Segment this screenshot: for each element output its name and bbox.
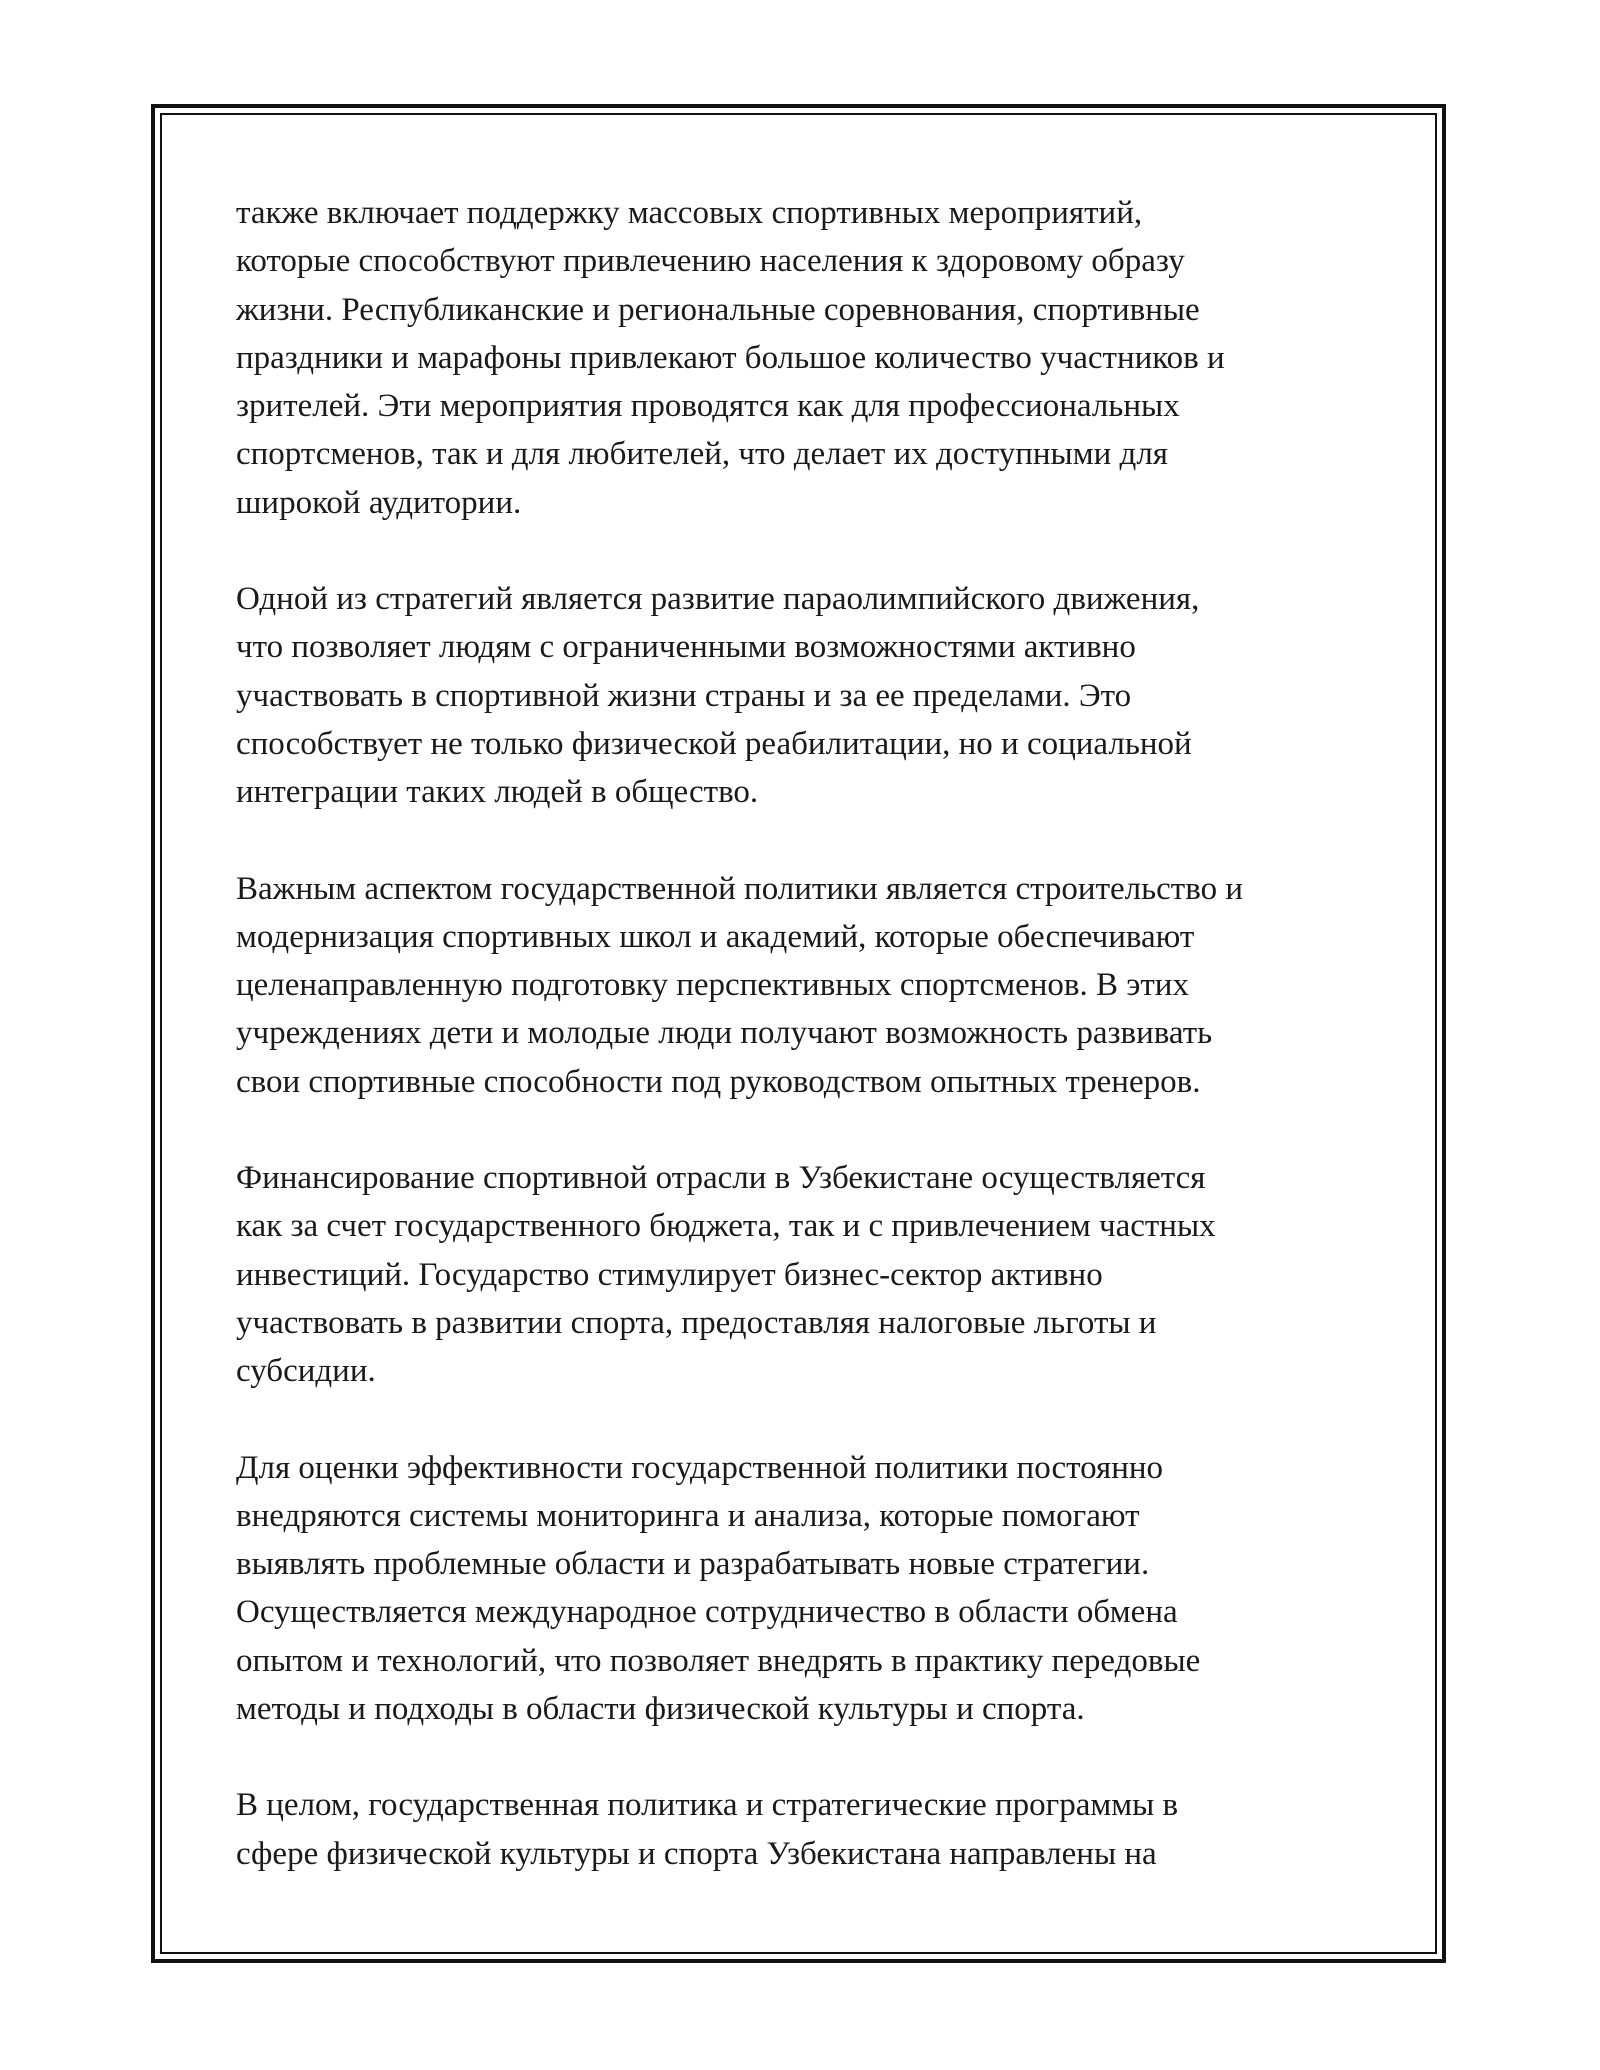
document-body xyxy=(236,189,1366,1926)
text-line: жизни. Республиканские и региональные соревнования, спортивные xyxy=(236,291,1200,328)
text-line: широкой аудитории. xyxy=(236,484,522,521)
text-line: праздники и марафоны привлекают большое количество участников и xyxy=(236,339,1225,376)
paragraph xyxy=(236,865,1366,1106)
paragraph xyxy=(236,1444,1366,1734)
text-line: Финансирование спортивной отрасли в Узбекистане осуществляется xyxy=(236,1160,1206,1197)
text-line: учреждениях дети и молодые люди получают возможность развивать xyxy=(236,1015,1213,1052)
text-line: Одной из стратегий является развитие параолимпийского движения, xyxy=(236,581,1200,618)
text-line: Для оценки эффективности государственной политики постоянно xyxy=(236,1449,1164,1486)
text-line: методы и подходы в области физической культуры и спорта. xyxy=(236,1691,1085,1728)
text-line: спортсменов, так и для любителей, что делает их доступными для xyxy=(236,436,1168,473)
text-line: опытом и технологий, что позволяет внедрять в практику передовые xyxy=(236,1642,1201,1679)
text-line: Осуществляется международное сотрудничество в области обмена xyxy=(236,1594,1178,1631)
text-line: внедряются системы мониторинга и анализа, которые помогают xyxy=(236,1497,1140,1534)
text-line: целенаправленную подготовку перспективных спортсменов. В этих xyxy=(236,967,1189,1004)
text-line: сфере физической культуры и спорта Узбекистана направлены на xyxy=(236,1835,1157,1872)
paragraph xyxy=(236,1154,1366,1395)
paragraph xyxy=(236,189,1366,527)
text-line: В целом, государственная политика и стратегические программы в xyxy=(236,1787,1179,1824)
text-line: свои спортивные способности под руководством опытных тренеров. xyxy=(236,1063,1201,1100)
text-line: как за счет государственного бюджета, так и с привлечением частных xyxy=(236,1208,1216,1245)
text-line: способствует не только физической реабилитации, но и социальной xyxy=(236,725,1192,762)
text-line: Важным аспектом государственной политики является строительство и xyxy=(236,870,1243,907)
text-line: зрителей. Эти мероприятия проводятся как для профессиональных xyxy=(236,388,1180,425)
text-line: инвестиций. Государство стимулирует бизнес-сектор активно xyxy=(236,1256,1103,1293)
text-line: субсидии. xyxy=(236,1353,376,1390)
text-line: которые способствуют привлечению населения к здоровому образу xyxy=(236,243,1185,280)
paragraph xyxy=(236,1781,1366,1878)
text-line: интеграции таких людей в общество. xyxy=(236,774,759,811)
text-line: также включает поддержку массовых спортивных мероприятий, xyxy=(236,195,1143,231)
text-line: выявлять проблемные области и разрабатывать новые стратегии. xyxy=(236,1546,1150,1583)
text-line: участвовать в развитии спорта, предоставляя налоговые льготы и xyxy=(236,1304,1157,1341)
text-line: модернизация спортивных школ и академий, которые обеспечивают xyxy=(236,918,1195,955)
text-line: участвовать в спортивной жизни страны и за ее пределами. Это xyxy=(236,677,1132,714)
text-line: что позволяет людям с ограниченными возможностями активно xyxy=(236,629,1136,666)
paragraph xyxy=(236,575,1366,816)
